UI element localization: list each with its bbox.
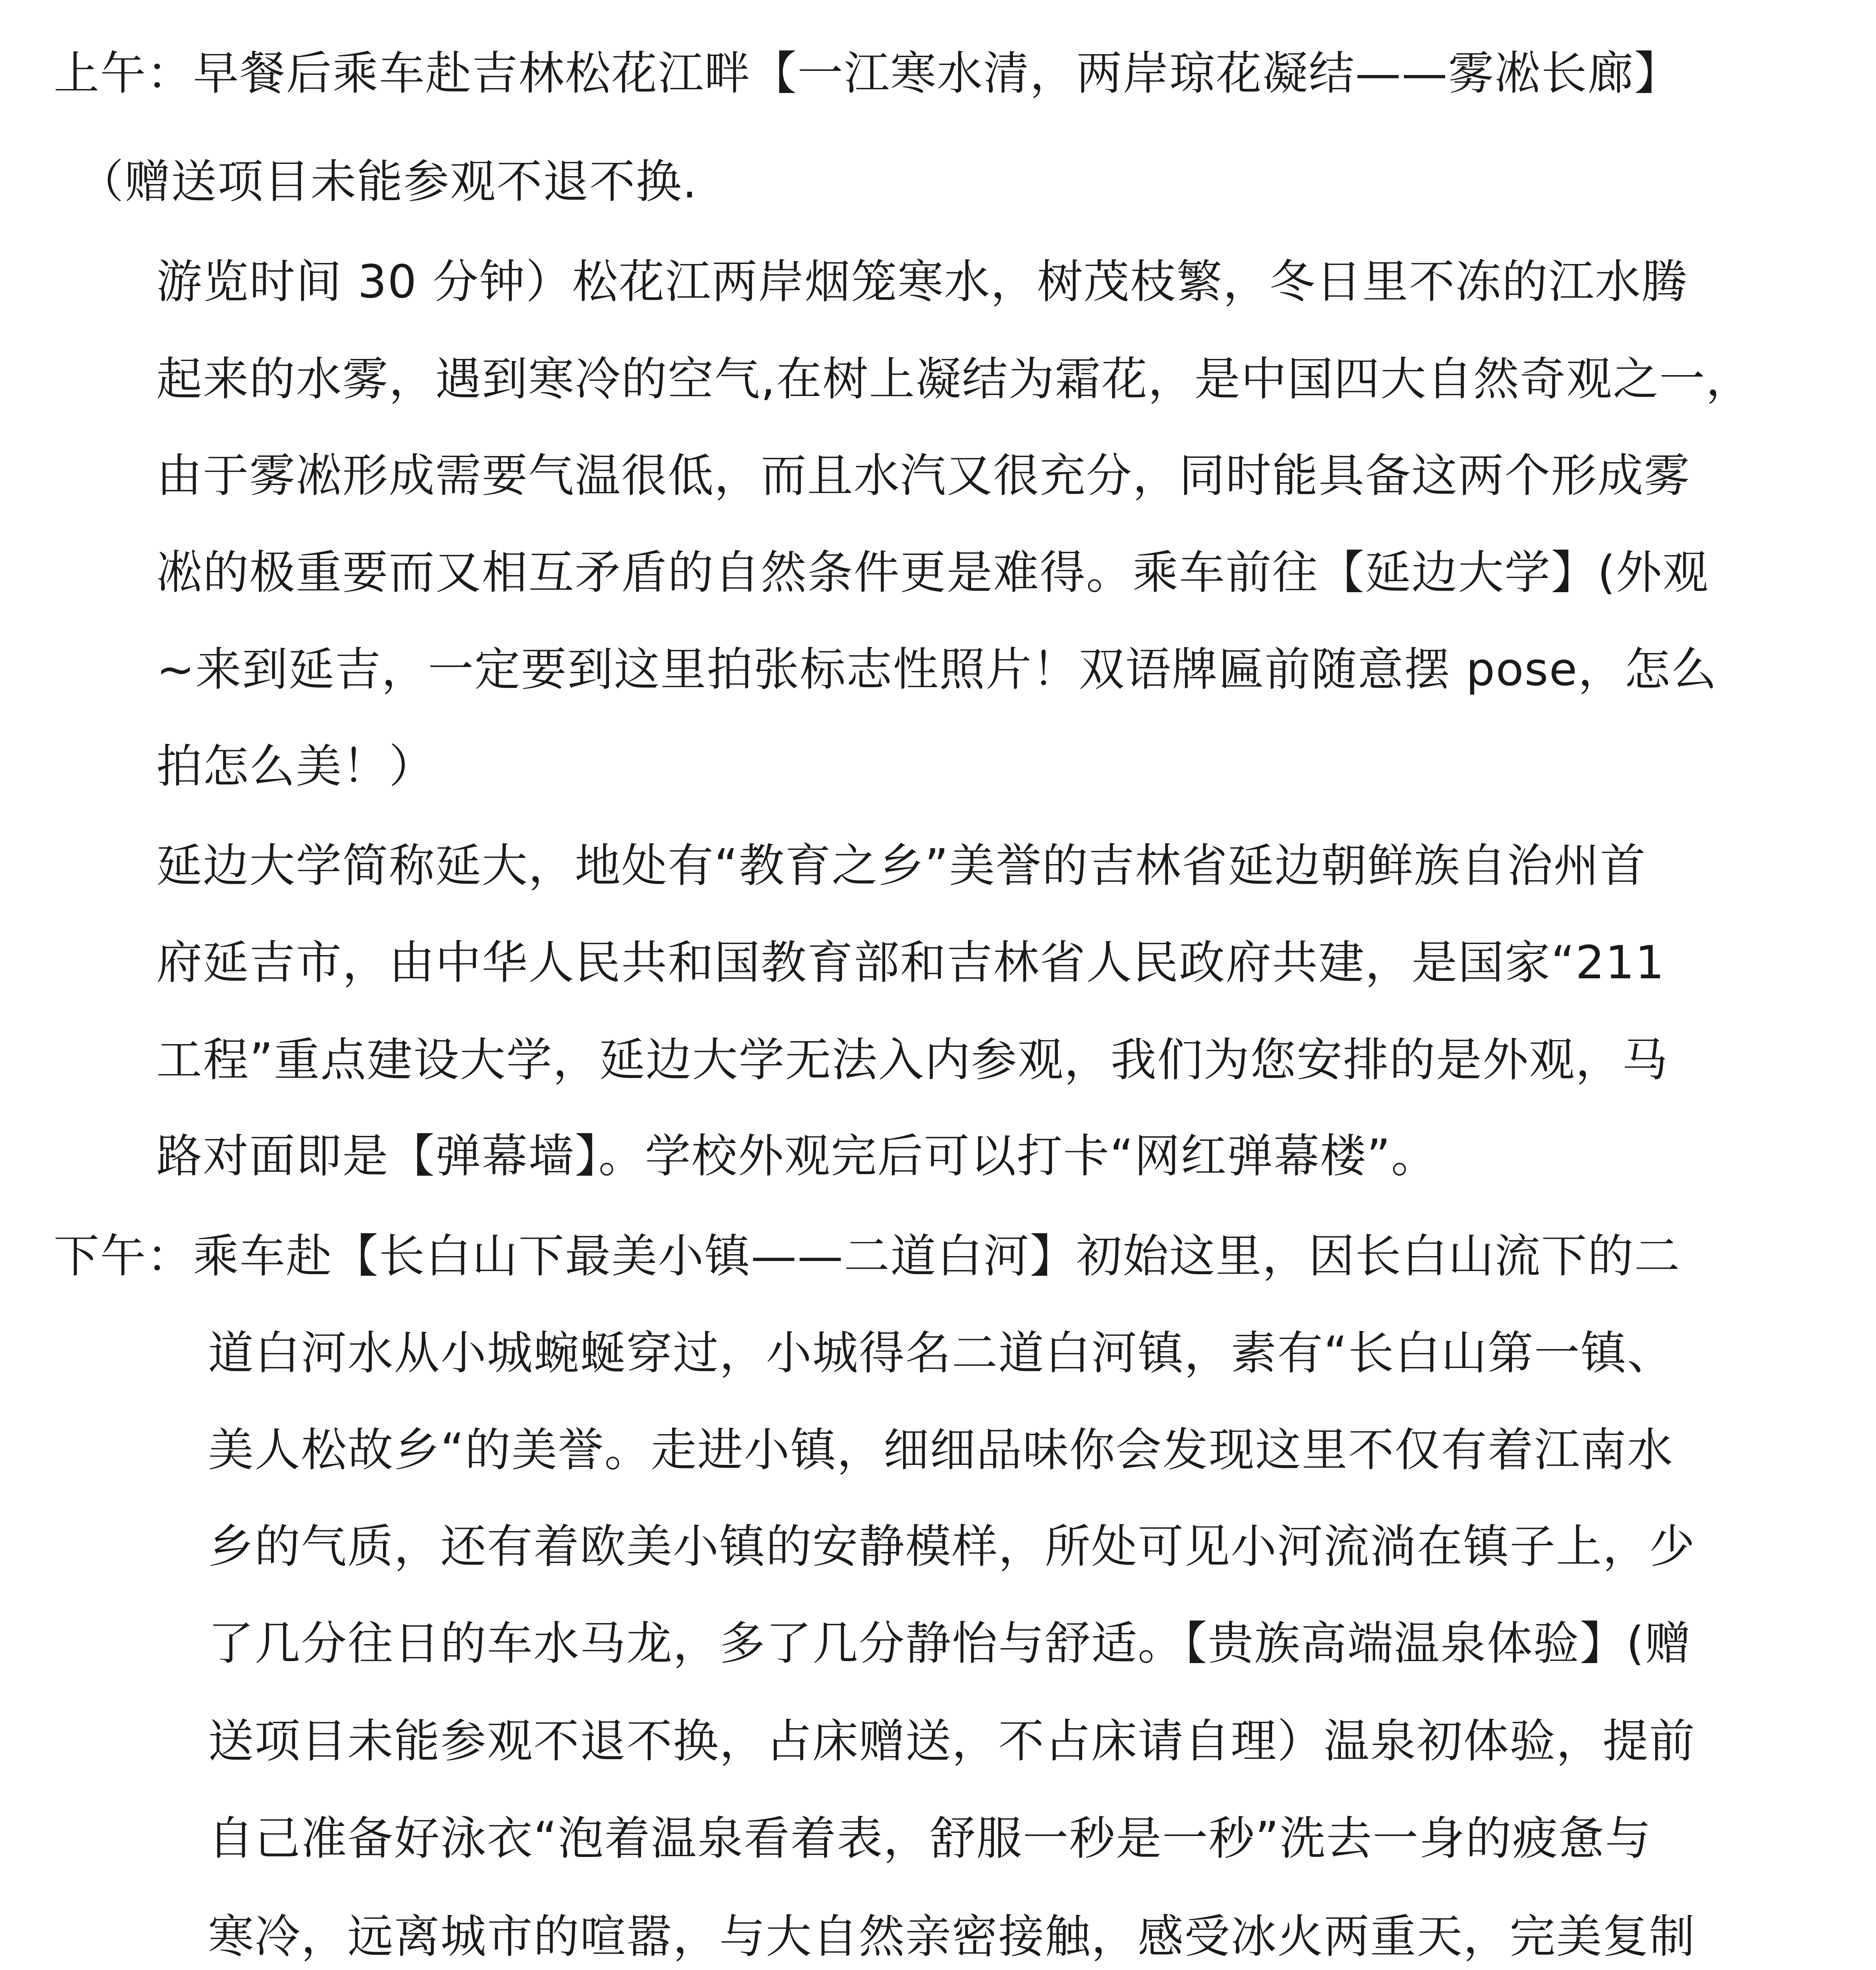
- text-line: 路对面即是【弹幕墙】。学校外观完后可以打卡“网红弹幕楼”。: [156, 1130, 1438, 1183]
- text-line: （赠送项目未能参观不退不换.: [78, 155, 698, 208]
- text-line: 寒冷，远离城市的喧嚣，与大自然亲密接触，感受冰火两重天，完美复制: [208, 1910, 1696, 1963]
- afternoon-heading-line: 下午：乘车赴【长白山下最美小镇——二道白河】初始这里，因长白山流下的二: [54, 1230, 1681, 1283]
- morning-heading-line: 上午：早餐后乘车赴吉林松花江畔【一江寒水清，两岸琼花凝结——雾凇长廊】: [54, 47, 1681, 100]
- text-line: 府延吉市，由中华人民共和国教育部和吉林省人民政府共建，是国家“211: [156, 936, 1665, 989]
- text-line: 了几分往日的车水马龙，多了几分静怡与舒适。【贵族高端温泉体验】(赠: [208, 1617, 1692, 1670]
- text-line: 工程”重点建设大学，延边大学无法入内参观，我们为您安排的是外观，马: [156, 1033, 1669, 1087]
- text-line: 送项目未能参观不退不换，占床赠送，不占床请自理）温泉初体验，提前: [208, 1715, 1696, 1768]
- text-line: 乡的气质，还有着欧美小镇的安静模样，所处可见小河流淌在镇子上，少: [208, 1520, 1696, 1573]
- text-line: 起来的水雾，遇到寒冷的空气,在树上凝结为霜花，是中国四大自然奇观之一，: [156, 353, 1752, 406]
- text-line: 自己准备好泳衣“泡着温泉看着表，舒服一秒是一秒”洗去一身的疲惫与: [208, 1812, 1652, 1865]
- text-line: 道白河水从小城蜿蜒穿过，小城得名二道白河镇，素有“长白山第一镇、: [208, 1327, 1674, 1380]
- text-line: 凇的极重要而又相互矛盾的自然条件更是难得。乘车前往【延边大学】(外观: [156, 546, 1709, 599]
- text-line: 游览时间 30 分钟）松花江两岸烟笼寒水，树茂枝繁，冬日里不冻的江水腾: [156, 255, 1688, 309]
- text-line: 由于雾凇形成需要气温很低，而且水汽又很充分，同时能具备这两个形成雾: [156, 449, 1690, 502]
- text-line: 拍怎么美！）: [156, 740, 435, 793]
- text-line: 延边大学简称延大，地处有“教育之乡”美誉的吉林省延边朝鲜族自治州首: [156, 839, 1647, 892]
- text-line: 美人松故乡“的美誉。走进小镇，细细品味你会发现这里不仅有着江南水: [208, 1424, 1674, 1477]
- text-line: ~来到延吉，一定要到这里拍张标志性照片！双语牌匾前随意摆 pose，怎么: [156, 643, 1718, 696]
